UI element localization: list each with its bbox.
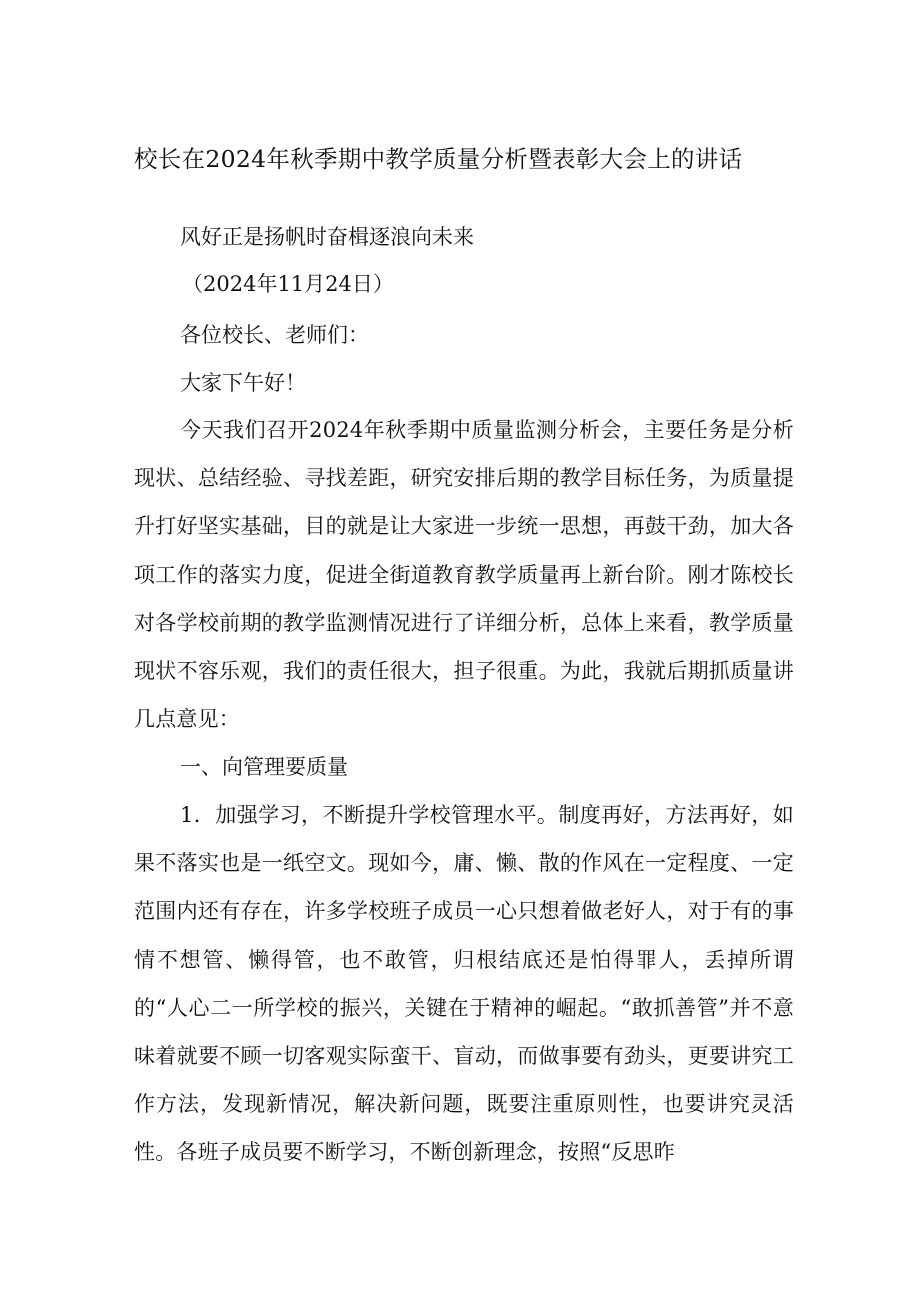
paragraph-section-1-point-1: 1．加强学习，不断提升学校管理水平。制度再好，方法再好，如果不落实也是一纸空文。现如今，庸、懒、散的作风在一定程度、一定范围内还有存在，许多学校班子成员一心只想着做老好人，对于有的事情不想管、懒得管，也不敢管，归根结底还是怕得罪人，丢掉所谓的“人心二一所学校的振兴，关键在于精神的崛起。“敢抓善管”并不意味着就要不顾一切客观实际蛮干、盲动，而做事要有劲头，更要讲究工作方法，发现新情况，解决新问题，既要注重原则性，也要讲究灵活性。各班子成员要不断学习，不断创新理念，按照“反思昨 xyxy=(134,803,794,1165)
document-title: 校长在2024年秋季期中教学质量分析暨表彰大会上的讲话 xyxy=(134,145,743,173)
document-subtitle: 风好正是扬帆时奋楫逐浪向未来 xyxy=(180,225,474,249)
section-heading-1: 一、向管理要质量 xyxy=(180,755,348,779)
salutation: 各位校长、老师们： xyxy=(180,323,369,347)
greeting: 大家下午好！ xyxy=(180,371,306,395)
paragraph-intro: 今天我们召开2024年秋季期中质量监测分析会，主要任务是分析现状、总结经验、寻找差距，研究安排后期的教学目标任务，为质量提升打好坚实基础，目的就是让大家进一步统一思想，再鼓干劲，加大各项工作的落实力度，促进全街道教育教学质量再上新台阶。刚才陈校长对各学校前期的教学监测情况进行了详细分析，总体上来看，教学质量现状不容乐观，我们的责任很大，担子很重。为此，我就后期抓质量讲几点意见： xyxy=(134,418,794,732)
speech-date: （2024年11月24日） xyxy=(182,272,394,296)
